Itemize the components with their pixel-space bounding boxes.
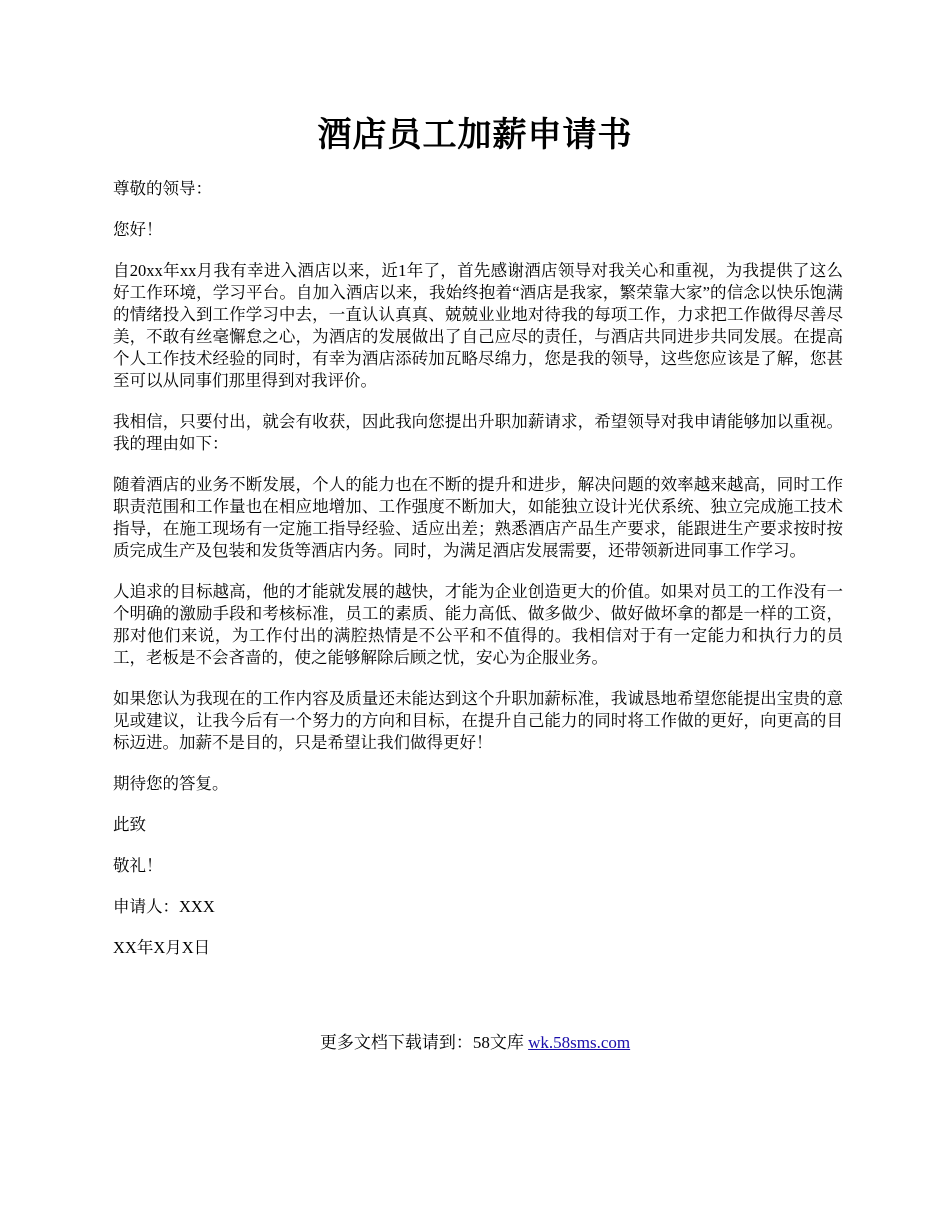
footer-text: 更多文档下载请到：58文库 bbox=[319, 1033, 529, 1052]
regards-line-2: 敬礼！ bbox=[113, 856, 163, 875]
paragraph-feedback: 如果您认为我现在的工作内容及质量还未能达到这个升职加薪标准，我诚恳地希望您能提出宝贵的意见或建议，让我今后有一个努力的方向和目标，在提升自己能力的同时将工作做的更好，向更高的目标迈进。加薪不是目的，只是希望让我们做得更好！ bbox=[113, 689, 843, 752]
regards-line-1: 此致 bbox=[113, 815, 146, 834]
footer bbox=[0, 1031, 950, 1055]
paragraph-intro: 自20xx年xx月我有幸进入酒店以来，近1年了，首先感谢酒店领导对我关心和重视，为我提供了这么好工作环境，学习平台。自加入酒店以来，我始终抱着“酒店是我家，繁荣靠大家”的信念以快乐饱满的情绪投入到工作学习中去，一直认认真真、兢兢业业地对待我的每项工作，力求把工作做得尽善尽美，不敢有丝毫懈怠之心，为酒店的发展做出了自己应尽的责任，与酒店共同进步共同发展。在提高个人工作技术经验的同时，有幸为酒店添砖加瓦略尽绵力，您是我的领导，这些您应该是了解，您甚至可以从同事们那里得到对我评价。 bbox=[113, 261, 843, 390]
document-body bbox=[113, 178, 843, 978]
paragraph-reasons: 随着酒店的业务不断发展，个人的能力也在不断的提升和进步，解决问题的效率越来越高，同时工作职责范围和工作量也在相应地增加、工作强度不断加大，如能独立设计光伏系统、独立完成施工技术指导，在施工现场有一定施工指导经验、适应出差；熟悉酒店产品生产要求，能跟进生产要求按时按质完成生产及包装和发货等酒店内务。同时，为满足酒店发展需要，还带领新进同事工作学习。 bbox=[113, 475, 843, 560]
salutation: 尊敬的领导： bbox=[113, 179, 212, 198]
applicant-line: 申请人：XXX bbox=[113, 897, 215, 916]
document-title: 酒店员工加薪申请书 bbox=[317, 117, 633, 154]
footer-link[interactable]: wk.58sms.com bbox=[528, 1033, 631, 1052]
paragraph-request: 我相信，只要付出，就会有收获，因此我向您提出升职加薪请求，希望领导对我申请能够加以重视。我的理由如下： bbox=[113, 412, 843, 453]
date-line: XX年X月X日 bbox=[113, 938, 211, 957]
paragraph-motivation: 人追求的目标越高，他的才能就发展的越快，才能为企业创造更大的价值。如果对员工的工作没有一个明确的激励手段和考核标准，员工的素质、能力高低、做多做少、做好做坏拿的都是一样的工资，那对他们来说，为工作付出的满腔热情是不公平和不值得的。我相信对于有一定能力和执行力的员工，老板是不会吝啬的，使之能够解除后顾之忧，安心为企服业务。 bbox=[113, 582, 843, 667]
closing-line: 期待您的答复。 bbox=[113, 774, 229, 793]
greeting: 您好！ bbox=[113, 220, 163, 239]
